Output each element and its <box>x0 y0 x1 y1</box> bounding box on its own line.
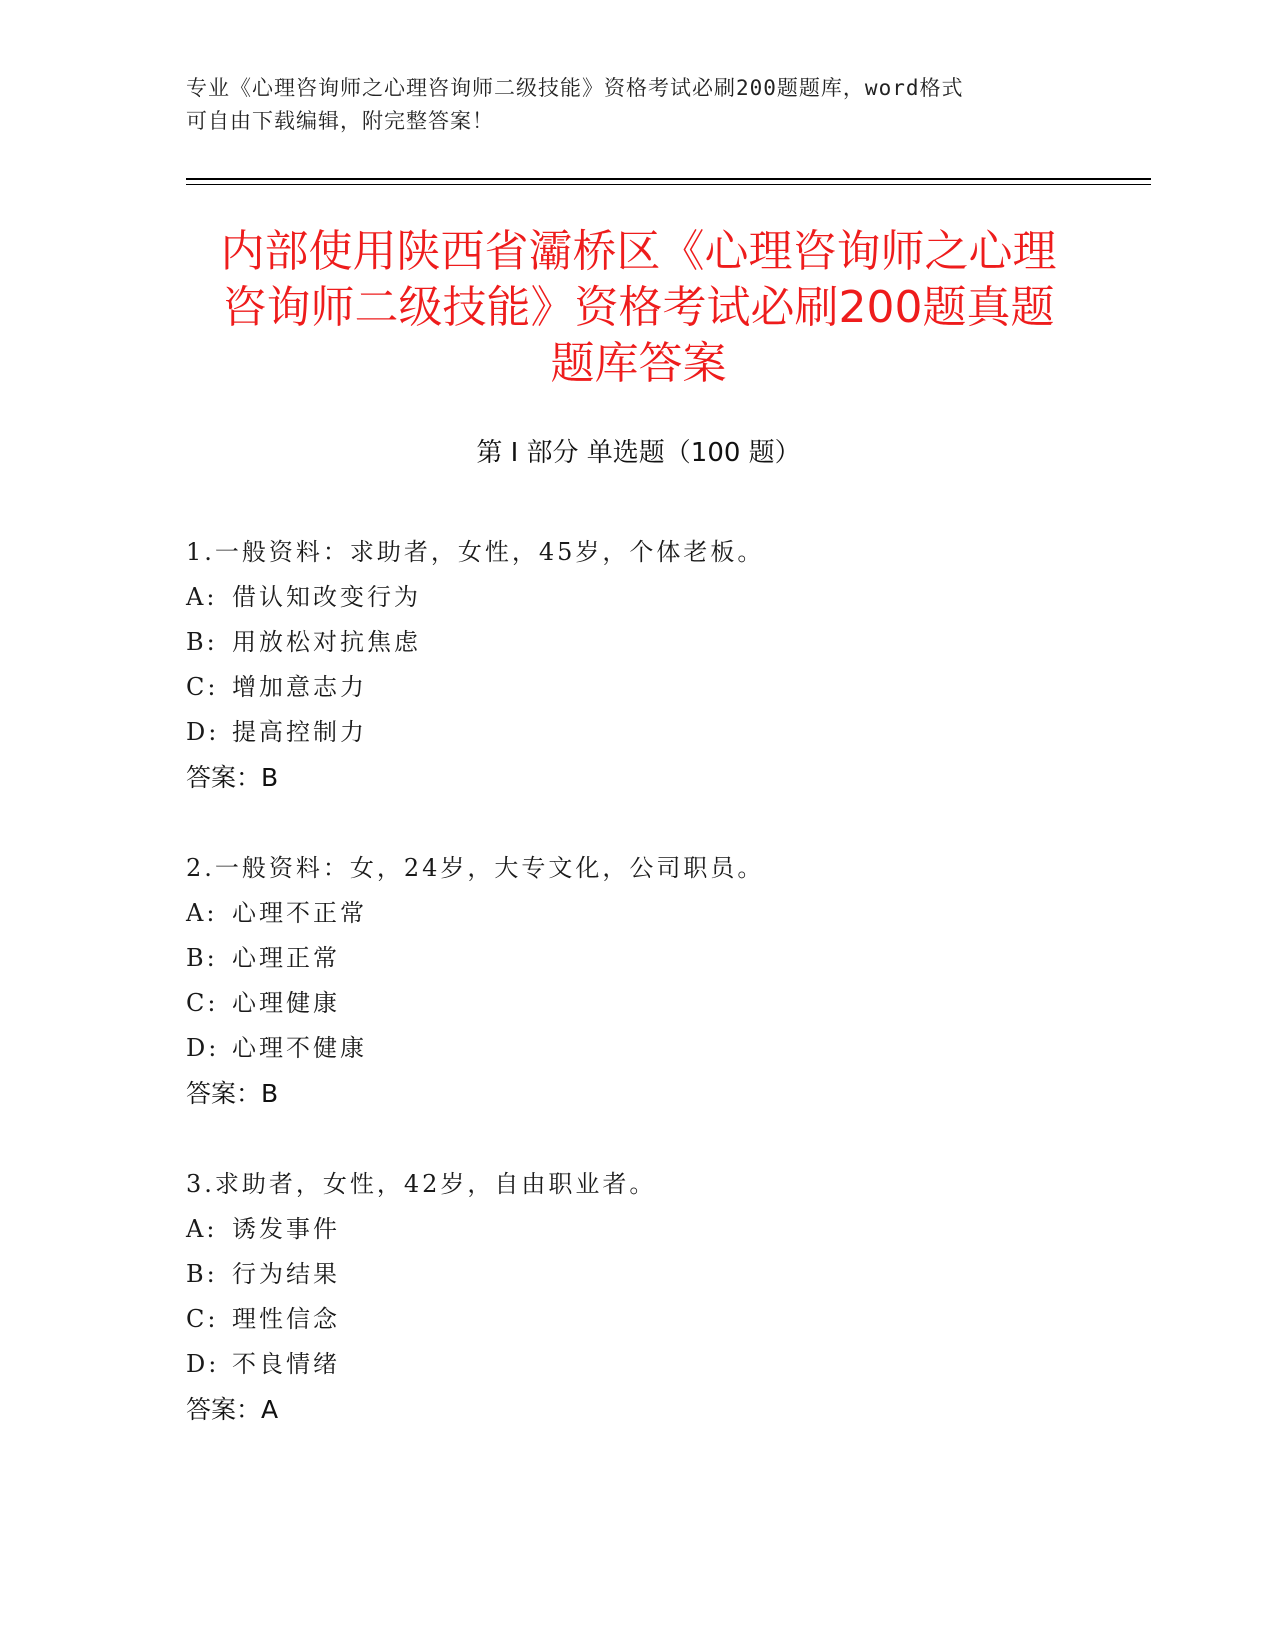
answer-line: 答案：B <box>186 1079 279 1108</box>
option-key: D: <box>186 1350 220 1378</box>
option-text: 用放松对抗焦虑 <box>232 628 421 656</box>
intro-line-2: 可自由下载编辑，附完整答案！ <box>186 109 494 133</box>
option-key: A: <box>186 1215 218 1243</box>
option-a <box>186 891 1146 936</box>
header-divider-thin <box>186 184 1151 185</box>
option-key: C: <box>186 1305 219 1333</box>
question-item <box>186 846 1146 1117</box>
option-key: C: <box>186 673 219 701</box>
document-title <box>186 224 1091 392</box>
title-line-1: 内部使用陕西省灞桥区《心理咨询师之心理 <box>220 226 1057 277</box>
header-divider-thick <box>186 178 1151 180</box>
option-b <box>186 1252 1146 1297</box>
option-a <box>186 575 1146 620</box>
question-item <box>186 530 1146 801</box>
option-b <box>186 620 1146 665</box>
option-text: 不良情绪 <box>232 1350 340 1378</box>
answer-line: 答案：B <box>186 763 279 792</box>
option-b <box>186 936 1146 981</box>
option-a <box>186 1207 1146 1252</box>
option-text: 心理正常 <box>232 944 340 972</box>
question-stem: 2.一般资料：女，24岁，大专文化，公司职员。 <box>186 854 765 882</box>
option-text: 理性信念 <box>232 1305 340 1333</box>
option-d <box>186 1026 1146 1071</box>
option-key: B: <box>186 944 218 972</box>
option-text: 诱发事件 <box>232 1215 340 1243</box>
option-key: B: <box>186 628 218 656</box>
question-stem: 3.求助者，女性，42岁，自由职业者。 <box>186 1170 657 1198</box>
option-key: B: <box>186 1260 218 1288</box>
option-key: A: <box>186 583 218 611</box>
option-key: D: <box>186 718 220 746</box>
option-text: 行为结果 <box>232 1260 340 1288</box>
option-d <box>186 710 1146 755</box>
title-line-3: 题库答案 <box>550 338 727 389</box>
option-text: 心理不正常 <box>232 899 367 927</box>
question-stem: 1.一般资料：求助者，女性，45岁，个体老板。 <box>186 538 765 566</box>
option-text: 提高控制力 <box>232 718 367 746</box>
question-item <box>186 1162 1146 1433</box>
option-text: 心理健康 <box>232 989 340 1017</box>
section-title: 第 I 部分 单选题（100 题） <box>476 438 801 468</box>
option-key: D: <box>186 1034 220 1062</box>
option-c <box>186 1297 1146 1342</box>
option-c <box>186 981 1146 1026</box>
intro-line-1: 专业《心理咨询师之心理咨询师二级技能》资格考试必刷200题题库，word格式 <box>186 76 964 100</box>
document-intro <box>186 72 1066 138</box>
option-text: 心理不健康 <box>232 1034 367 1062</box>
option-key: A: <box>186 899 218 927</box>
option-c <box>186 665 1146 710</box>
option-text: 借认知改变行为 <box>232 583 421 611</box>
title-line-2: 咨询师二级技能》资格考试必刷200题真题 <box>222 282 1055 333</box>
option-d <box>186 1342 1146 1387</box>
question-list <box>186 530 1146 1478</box>
option-key: C: <box>186 989 219 1017</box>
answer-line: 答案：A <box>186 1395 279 1424</box>
option-text: 增加意志力 <box>232 673 367 701</box>
